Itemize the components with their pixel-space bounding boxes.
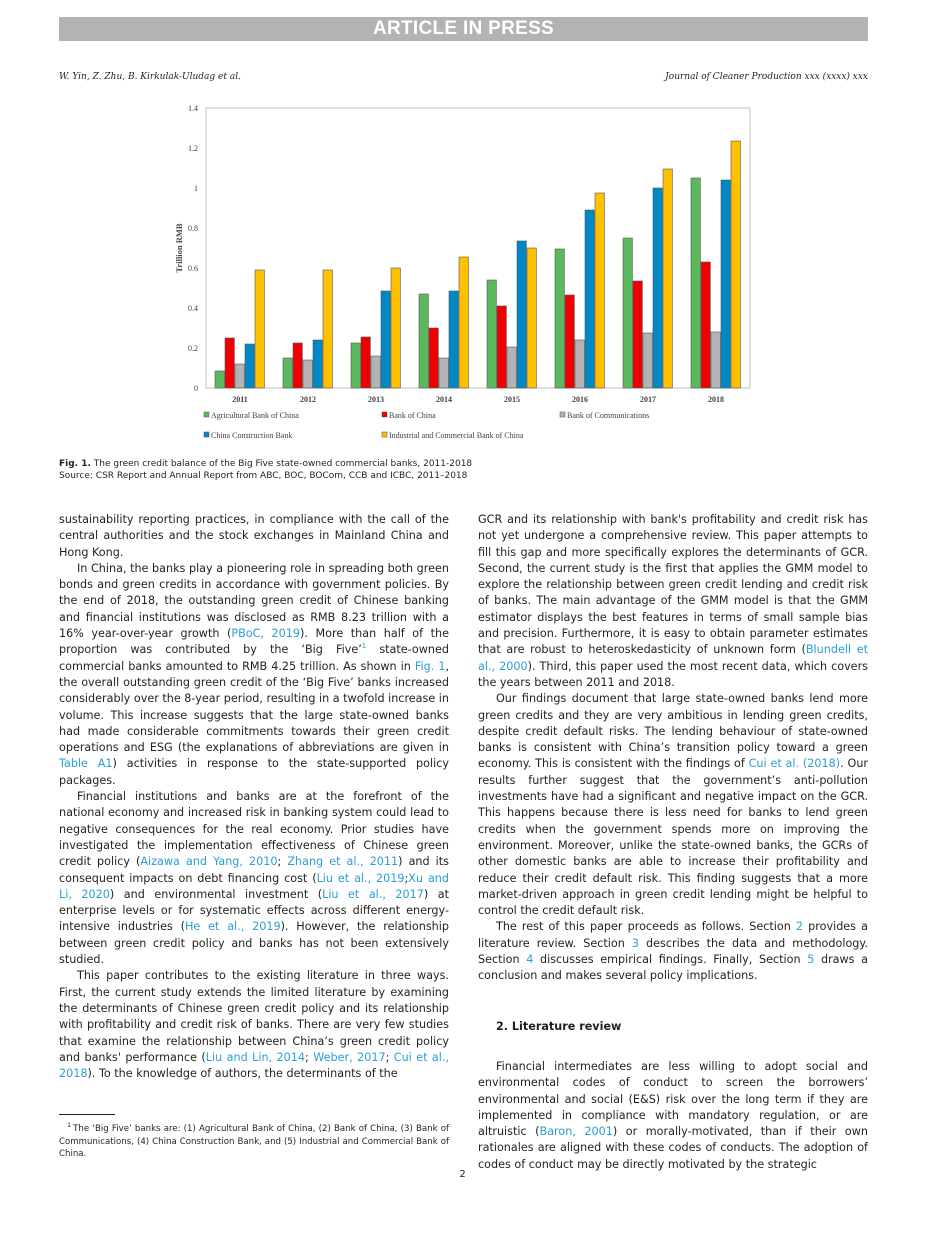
figure-caption bbox=[59, 458, 559, 482]
x-tick-label: 2017 bbox=[640, 395, 656, 404]
left-column bbox=[59, 512, 449, 1082]
footnote-divider bbox=[59, 1114, 115, 1115]
section-link[interactable]: 3 bbox=[631, 936, 639, 950]
citation-link[interactable]: Cui et al. (2018) bbox=[748, 757, 841, 771]
y-tick-label: 1.2 bbox=[188, 144, 198, 153]
text: ) and environmental investment ( bbox=[109, 887, 323, 901]
bar-industrial-and-commercial-bank-of-china-2012 bbox=[323, 270, 332, 388]
bar-bank-of-china-2017 bbox=[633, 281, 642, 388]
legend-swatch bbox=[204, 432, 209, 437]
text: , the overall outstanding green credit of the ‘Big Five’ banks increased considerably over the 8-year period, resulting in a twofold increase in volume. This increase suggests that the large state-owned banks had made considerable commitments towards their green credit operations and ESG (the explanations of abbreviations are given in bbox=[59, 659, 450, 755]
citation-link[interactable]: Baron, 2001 bbox=[539, 1125, 613, 1139]
bar-bank-of-communications-2018 bbox=[711, 332, 720, 388]
x-tick-label: 2018 bbox=[708, 395, 724, 404]
bar-bank-of-china-2011 bbox=[225, 338, 234, 388]
citation-link[interactable]: Xu and Li, 2020 bbox=[59, 871, 449, 901]
section-link[interactable]: 2 bbox=[795, 920, 804, 934]
y-axis-label: Trillion RMB bbox=[174, 223, 184, 273]
bar-bank-of-communications-2013 bbox=[371, 356, 380, 388]
bar-agricultural-bank-of-china-2011 bbox=[215, 371, 224, 388]
green-credit-bar-chart bbox=[170, 98, 770, 453]
footnote-ref-link[interactable]: 1 bbox=[361, 642, 367, 651]
bar-bank-of-communications-2014 bbox=[439, 358, 448, 388]
paragraph bbox=[478, 512, 868, 691]
bar-agricultural-bank-of-china-2013 bbox=[351, 343, 360, 388]
bar-bank-of-communications-2011 bbox=[235, 364, 244, 388]
text: Financial intermediates are less willing to adopt social and environmental codes of conduct to screen the borrowers’ environmental and social (E&S) risk over the long term if they are implemented in compliance with mandatory regulation, or are altruistic ( bbox=[478, 1059, 868, 1139]
text: ; bbox=[385, 1050, 394, 1064]
text: GCR and its relationship with bank's profitability and credit risk has not yet undergone a comprehensive review. This paper attempts to fill this gap and more specifically explores the determinants of GCR. Second, the current study is the first that applies the GMM model to explore the relationship between green credit lending and credit risk of banks. The main advantage of the GMM model is that the GMM estimator displays the best features in terms of small sample bias and precision. Furthermore, it is easy to obtain parameter estimates that are robust to heteroskedasticity of unknown form ( bbox=[478, 513, 868, 657]
text: describes the data and methodology. Section bbox=[478, 936, 868, 967]
text: This paper contributes to the existing literature in three ways. First, the current study extends the limited literature by examining the determinants of Chinese green credit policy and its relationship with profitability and credit risk of banks. There are very few studies that examine the relationship between China’s green credit policy and banks' performance ( bbox=[59, 969, 449, 1064]
figure-label: Fig. 1. bbox=[59, 459, 91, 469]
section-heading: 2. Literature review bbox=[496, 1019, 622, 1033]
text: ). To the knowledge of authors, the determinants of the bbox=[87, 1067, 398, 1081]
bar-china-construction-bank-2015 bbox=[517, 241, 526, 388]
legend-swatch bbox=[204, 412, 209, 417]
text: ; bbox=[404, 871, 409, 885]
legend-label: Agricultural Bank of China bbox=[211, 411, 299, 420]
bar-industrial-and-commercial-bank-of-china-2015 bbox=[527, 248, 536, 388]
text: Our findings document that large state-owned banks lend more green credits and they are very ambitious in lending green credits, despite credit default risks. The lending behaviour of state-owned banks is consistent with China’s transition policy toward a green economy. This is consistent with the findings of bbox=[478, 692, 868, 771]
bar-bank-of-communications-2015 bbox=[507, 347, 516, 388]
right-column bbox=[478, 512, 868, 1173]
bar-china-construction-bank-2017 bbox=[653, 188, 662, 388]
running-head-journal: Journal of Cleaner Production xxx (xxxx) xxx bbox=[665, 72, 868, 82]
section-link[interactable]: 4 bbox=[526, 953, 534, 967]
bar-bank-of-communications-2017 bbox=[643, 333, 652, 388]
citation-link[interactable]: PBoC, 2019 bbox=[231, 627, 301, 641]
bar-agricultural-bank-of-china-2014 bbox=[419, 294, 428, 388]
bar-agricultural-bank-of-china-2017 bbox=[623, 238, 632, 388]
citation-link[interactable]: Liu et al., 2017 bbox=[322, 887, 424, 901]
figure-caption-text: The green credit balance of the Big Five state-owned commercial banks, 2011-2018 bbox=[90, 459, 473, 469]
bar-industrial-and-commercial-bank-of-china-2017 bbox=[663, 169, 672, 388]
y-tick-label: 0.4 bbox=[188, 304, 198, 313]
x-tick-label: 2011 bbox=[232, 395, 248, 404]
bar-industrial-and-commercial-bank-of-china-2011 bbox=[255, 270, 264, 388]
bar-agricultural-bank-of-china-2015 bbox=[487, 280, 496, 388]
legend-label: Bank of China bbox=[389, 411, 436, 420]
citation-link[interactable]: Cui et al., 2018 bbox=[59, 1050, 449, 1081]
citation-link[interactable]: Liu et al., 2019 bbox=[316, 871, 405, 885]
bar-bank-of-china-2015 bbox=[497, 306, 506, 388]
bar-agricultural-bank-of-china-2016 bbox=[555, 249, 564, 388]
paragraph bbox=[478, 919, 868, 984]
bar-agricultural-bank-of-china-2018 bbox=[691, 178, 700, 388]
bar-bank-of-communications-2016 bbox=[575, 340, 584, 388]
bar-china-construction-bank-2012 bbox=[313, 340, 322, 388]
citation-link[interactable]: Weber, 2017 bbox=[313, 1050, 386, 1064]
text: ; bbox=[277, 855, 288, 869]
paragraph bbox=[59, 968, 449, 1082]
page-number: 2 bbox=[459, 1169, 466, 1180]
legend-label: Bank of Communications bbox=[567, 411, 650, 420]
paragraph bbox=[59, 561, 449, 789]
x-tick-label: 2013 bbox=[368, 395, 384, 404]
text: ). More than half of the proportion was contributed by the ‘Big Five’ bbox=[59, 627, 450, 657]
figure-source: Source: CSR Report and Annual Report from ABC, BOC, BOCom, CCB and ICBC, 2011–2018 bbox=[59, 471, 468, 481]
footnote-number: 1 bbox=[67, 1121, 72, 1129]
text: discusses empirical findings. Finally, Section bbox=[533, 953, 808, 967]
bar-china-construction-bank-2011 bbox=[245, 344, 254, 388]
x-tick-label: 2014 bbox=[436, 395, 452, 404]
paragraph bbox=[59, 789, 449, 968]
figure-link[interactable]: Fig. 1 bbox=[414, 659, 446, 673]
bar-bank-of-china-2013 bbox=[361, 337, 370, 388]
paragraph bbox=[478, 691, 868, 919]
y-tick-label: 0.6 bbox=[188, 264, 198, 273]
text: ). Third, this paper used the most recent data, which covers the years between 2011 and 2018. bbox=[478, 659, 868, 689]
citation-link[interactable]: Liu and Lin, 2014 bbox=[205, 1050, 306, 1064]
bar-agricultural-bank-of-china-2012 bbox=[283, 358, 292, 388]
bar-bank-of-china-2016 bbox=[565, 295, 574, 388]
bar-bank-of-china-2014 bbox=[429, 328, 438, 388]
bar-industrial-and-commercial-bank-of-china-2016 bbox=[595, 193, 604, 388]
bar-bank-of-china-2012 bbox=[293, 343, 302, 388]
article-in-press-banner: ARTICLE IN PRESS bbox=[59, 17, 868, 41]
x-tick-label: 2012 bbox=[300, 395, 316, 404]
bar-china-construction-bank-2016 bbox=[585, 210, 594, 388]
text: draws a conclusion and makes several policy implications. bbox=[478, 953, 868, 983]
bar-bank-of-communications-2012 bbox=[303, 360, 312, 388]
x-tick-label: 2015 bbox=[504, 395, 520, 404]
y-tick-label: 0.2 bbox=[188, 344, 198, 353]
citation-link[interactable]: Zhang et al., 2011 bbox=[287, 855, 399, 869]
y-tick-label: 0.8 bbox=[188, 224, 198, 233]
bar-china-construction-bank-2013 bbox=[381, 291, 390, 388]
bar-china-construction-bank-2018 bbox=[721, 180, 730, 388]
text: sustainability reporting practices, in compliance with the call of the central authorities and the stock exchanges in Mainland China and Hong Kong. bbox=[59, 513, 449, 559]
bar-china-construction-bank-2014 bbox=[449, 291, 458, 388]
text: provides a literature review. Section bbox=[478, 920, 868, 950]
text: The rest of this paper proceeds as follows. Section bbox=[496, 920, 796, 934]
text: ) activities in response to the state-supported policy packages. bbox=[59, 757, 449, 787]
bar-industrial-and-commercial-bank-of-china-2018 bbox=[731, 141, 740, 388]
legend-label: China Construction Bank bbox=[211, 431, 293, 440]
citation-link[interactable]: Aizawa and Yang, 2010 bbox=[140, 855, 278, 869]
footnote bbox=[59, 1119, 449, 1161]
text: Financial institutions and banks are at the forefront of the national economy and increased risk in banking system could lead to negative consequences for the real economy. Prior studies have investigated the implementation effectiveness of Chinese green credit policy ( bbox=[59, 790, 449, 869]
citation-link[interactable]: Blundell et al., 2000 bbox=[478, 643, 868, 673]
text: In China, the banks play a pioneering role in spreading both green bonds and green credits in accordance with government policies. By the end of 2018, the outstanding green credit of Chinese banking and financial institutions was disclosed as RMB 8.23 trillion with a 16% year-over-year growth ( bbox=[59, 561, 449, 641]
legend-swatch bbox=[382, 432, 387, 437]
text: ) or morally-motivated, than if their own rationales are aligned with these codes of conducts. The adoption of codes of conduct may be directly motivated by the strategic bbox=[478, 1125, 868, 1171]
text: ) and its consequent impacts on debt financing cost ( bbox=[59, 855, 449, 885]
legend-swatch bbox=[560, 412, 565, 417]
paragraph bbox=[478, 1059, 868, 1173]
x-tick-label: 2016 bbox=[572, 395, 588, 404]
table-link[interactable]: Table A1 bbox=[59, 757, 113, 771]
y-tick-label: 0 bbox=[194, 384, 198, 393]
bar-industrial-and-commercial-bank-of-china-2014 bbox=[459, 257, 468, 388]
section-link[interactable]: 5 bbox=[807, 953, 815, 967]
text: state-owned commercial banks amounted to RMB 4.25 trillion. As shown in bbox=[59, 643, 449, 673]
bar-industrial-and-commercial-bank-of-china-2013 bbox=[391, 268, 400, 388]
text: ). However, the relationship between green credit policy and banks has not been extensively studied. bbox=[59, 920, 449, 967]
legend-label: Industrial and Commercial Bank of China bbox=[389, 431, 524, 440]
bar-bank-of-china-2018 bbox=[701, 262, 710, 388]
running-head-authors: W. Yin, Z. Zhu, B. Kirkulak-Uludag et al. bbox=[59, 72, 241, 82]
y-tick-label: 1.4 bbox=[188, 104, 198, 113]
text: . Our results further suggest that the government’s anti-pollution investments have had a significant and negative impact on the GCR. This happens because there is less need for banks to lend green credits when the government spends more on improving the environment. Moreover, unlike the state-owned banks, the GCRs of other domestic banks are able to increase their profitability and reduce their credit default risk. This finding suggests that a more market-driven approach in green credit lending might be helpful to control the credit default risk. bbox=[478, 757, 869, 918]
citation-link[interactable]: He et al., 2019 bbox=[185, 920, 281, 934]
footnote-text: The ‘Big Five’ banks are: (1) Agricultural Bank of China, (2) Bank of China, (3) Bank of Communications, (4) China Construction Bank, and (5) Industrial and Commercial Bank of China. bbox=[59, 1124, 449, 1159]
text: ; bbox=[305, 1050, 314, 1064]
y-tick-label: 1 bbox=[194, 184, 198, 193]
paragraph bbox=[59, 512, 449, 561]
legend-swatch bbox=[382, 412, 387, 417]
text: ) at enterprise levels or for systematic effects across different energy-intensive industries ( bbox=[59, 887, 449, 934]
